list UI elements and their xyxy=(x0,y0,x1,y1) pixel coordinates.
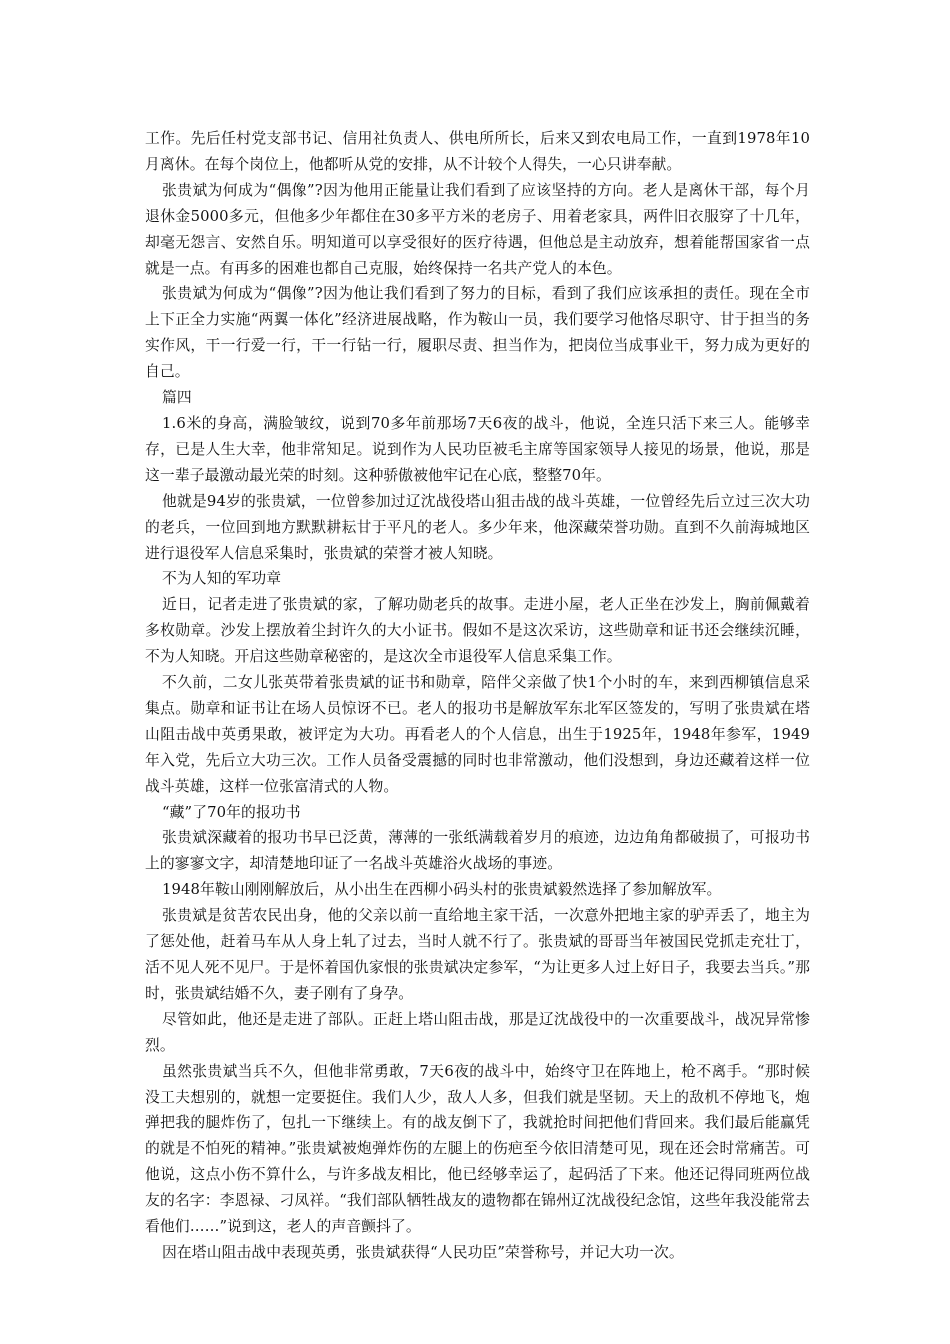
paragraph: 1948年鞍山刚刚解放后，从小出生在西柳小码头村的张贵斌毅然选择了参加解放军。 xyxy=(162,881,722,899)
paragraph: 工作。先后任村党支部书记、信用社负责人、供电所所长，后来又到农电局工作，一直到1978年10月离休。在每个岗位上，他都听从党的安排，从不计较个人得失，一心只讲奉献。 xyxy=(145,130,810,173)
paragraph: 近日，记者走进了张贵斌的家，了解功勋老兵的故事。走进小屋，老人正坐在沙发上，胸前佩戴着多枚勋章。沙发上摆放着尘封许久的大小证书。假如不是这次采访，这些勋章和证书还会继续沉睡，不为人知晓。开启这些勋章秘密的，是这次全市退役军人信息采集工作。 xyxy=(145,596,810,666)
paragraph: 他就是94岁的张贵斌，一位曾参加过辽沈战役塔山狙击战的战斗英雄，一位曾经先后立过三次大功的老兵，一位回到地方默默耕耘甘于平凡的老人。多少年来，他深藏荣誉功勋。直到不久前海城地区进行退役军人信息采集时，张贵斌的荣誉才被人知晓。 xyxy=(145,492,810,562)
article-body xyxy=(145,126,810,1266)
paragraph: 因在塔山阻击战中表现英勇，张贵斌获得“人民功臣”荣誉称号，并记大功一次。 xyxy=(162,1243,684,1261)
paragraph: 张贵斌为何成为“偶像”?因为他让我们看到了努力的目标，看到了我们应该承担的责任。现在全市上下正全力实施“两翼一体化”经济进展战略，作为鞍山一员，我们要学习他恪尽职守、甘于担当的务实作风，干一行爱一行，干一行钻一行，履职尽责、担当作为，把岗位当成事业干，努力成为更好的自己。 xyxy=(145,285,810,381)
paragraph: 1.6米的身高，满脸皱纹，说到70多年前那场7天6夜的战斗，他说，全连只活下来三人。能够幸存，已是人生大幸，他非常知足。说到作为人民功臣被毛主席等国家领导人接见的场景，他说，那是这一辈子最激动最光荣的时刻。这种骄傲被他牢记在心底，整整70年。 xyxy=(145,414,810,484)
paragraph: 张贵斌是贫苦农民出身，他的父亲以前一直给地主家干活，一次意外把地主家的驴弄丢了，地主为了惩处他，赶着马车从人身上轧了过去，当时人就不行了。张贵斌的哥哥当年被国民党抓走充壮丁，活不见人死不见尸。于是怀着国仇家恨的张贵斌决定参军，“为让更多人过上好日子，我要去当兵。”那时，张贵斌结婚不久，妻子刚有了身孕。 xyxy=(145,907,810,1002)
section-heading: 篇四 xyxy=(162,389,192,407)
paragraph: 不久前，二女儿张英带着张贵斌的证书和勋章，陪伴父亲做了快1个小时的车，来到西柳镇信息采集点。勋章和证书让在场人员惊讶不已。老人的报功书是解放军东北军区签发的，写明了张贵斌在塔山阻击战中英勇果敢，被评定为大功。再看老人的个人信息，出生于1925年，1948年参军，1949年入党，先后立大功三次。工作人员备受震撼的同时也非常激动，他们没想到，身边还藏着这样一位战斗英雄，这样一位张富清式的人物。 xyxy=(145,674,810,795)
subheading: “藏”了70年的报功书 xyxy=(162,803,301,821)
paragraph: 尽管如此，他还是走进了部队。正赶上塔山阻击战，那是辽沈战役中的一次重要战斗，战况异常惨烈。 xyxy=(145,1010,810,1054)
subheading: 不为人知的军功章 xyxy=(162,570,282,588)
paragraph: 张贵斌深藏着的报功书早已泛黄，薄薄的一张纸满载着岁月的痕迹，边边角角都破损了，可报功书上的寥寥文字，却清楚地印证了一名战斗英雄浴火战场的事迹。 xyxy=(145,829,810,873)
paragraph: 张贵斌为何成为“偶像”?因为他用正能量让我们看到了应该坚持的方向。老人是离休干部，每个月退休金5000多元，但他多少年都住在30多平方米的老房子、用着老家具，两件旧衣服穿了十几年，却毫无怨言、安然自乐。明知道可以享受很好的医疗待遇，但他总是主动放弃，想着能帮国家省一点就是一点。有再多的困难也都自己克服，始终保持一名共产党人的本色。 xyxy=(145,181,810,277)
paragraph: 虽然张贵斌当兵不久，但他非常勇敢，7天6夜的战斗中，始终守卫在阵地上，枪不离手。“那时候没工夫想别的，就想一定要挺住。我们人少，敌人人多，但我们就是坚韧。天上的敌机不停地飞，炮弹把我的腿炸伤了，包扎一下继续上。有的战友倒下了，我就抢时间把他们背回来。我们最后能赢凭的就是不怕死的精神。”张贵斌被炮弹炸伤的左腿上的伤疤至今依旧清楚可见，现在还会时常痛苦。可他说，这点小伤不算什么，与许多战友相比，他已经够幸运了，起码活了下来。他还记得同班两位战友的名字：李恩禄、刁凤祥。“我们部队牺牲战友的遗物都在锦州辽沈战役纪念馆，这些年我没能常去看他们……”说到这，老人的声音颤抖了。 xyxy=(145,1062,810,1236)
